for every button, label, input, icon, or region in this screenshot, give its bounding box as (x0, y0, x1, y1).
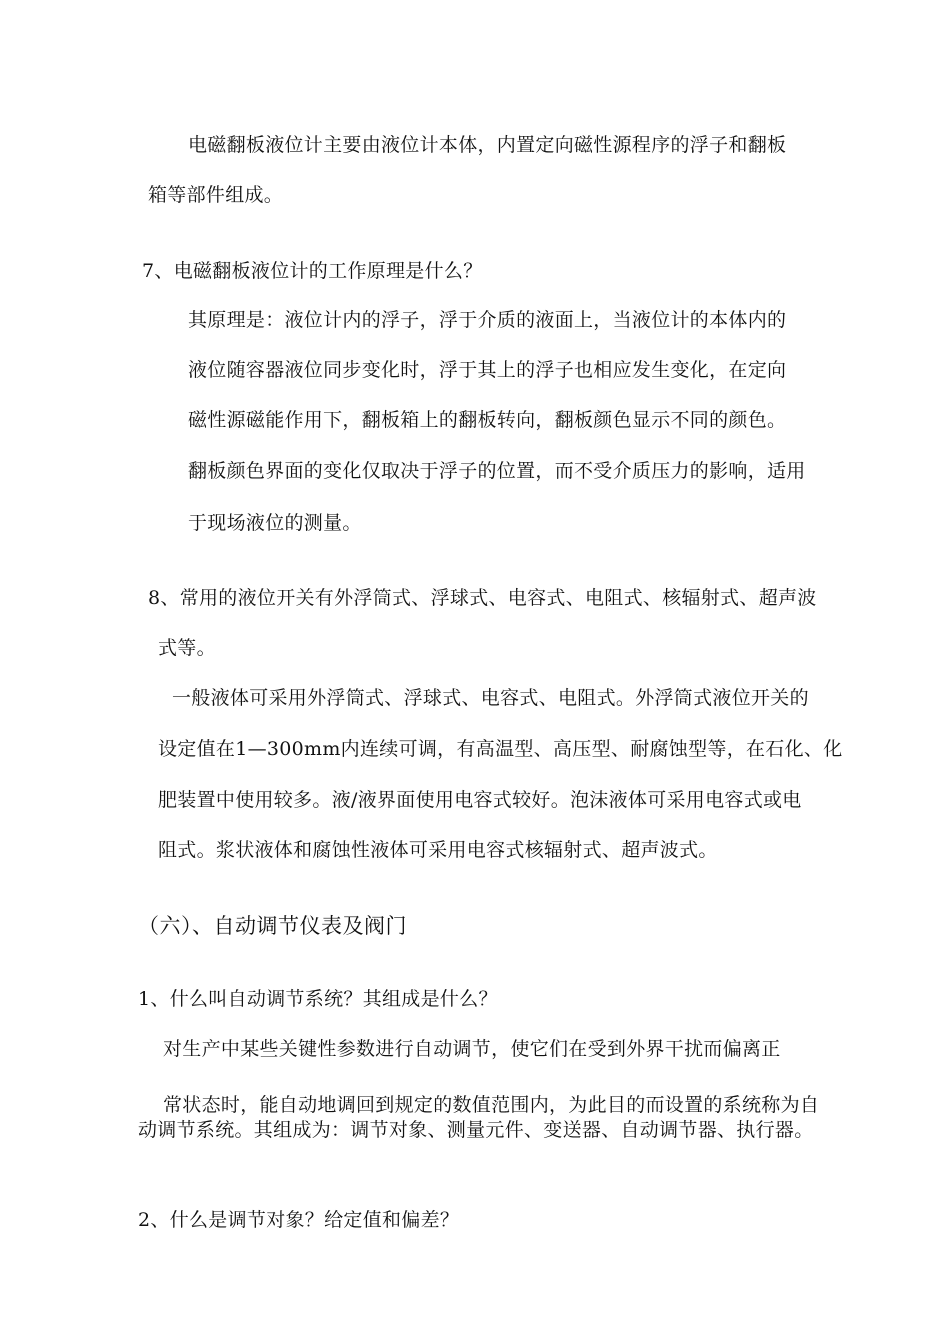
paragraph-line: 电磁翻板液位计主要由液位计本体，内置定向磁性源程序的浮子和翻板 (188, 134, 787, 156)
paragraph-line: 其原理是：液位计内的浮子，浮于介质的液面上，当液位计的本体内的 (188, 309, 787, 331)
question-heading: 2、什么是调节对象？给定值和偏差？ (138, 1209, 460, 1231)
question-heading: 1、什么叫自动调节系统？其组成是什么？ (138, 988, 498, 1010)
paragraph-line: 翻板颜色界面的变化仅取决于浮子的位置，而不受介质压力的影响，适用 (188, 460, 806, 482)
paragraph-line: 对生产中某些关键性参数进行自动调节，使它们在受到外界干扰而偏离正 (163, 1038, 781, 1060)
paragraph-line: 于现场液位的测量。 (188, 512, 362, 534)
paragraph-line: 肥装置中使用较多。液/液界面使用电容式较好。泡沫液体可采用电容式或电 (158, 789, 802, 811)
paragraph-line: 箱等部件组成。 (148, 184, 284, 206)
question-heading: 8、常用的液位开关有外浮筒式、浮球式、电容式、电阻式、核辐射式、超声波 (148, 587, 817, 609)
paragraph-line: 一般液体可采用外浮筒式、浮球式、电容式、电阻式。外浮筒式液位开关的 (172, 687, 809, 709)
paragraph-line: 动调节系统。其组成为：调节对象、测量元件、变送器、自动调节器、执行器。 (138, 1119, 814, 1141)
paragraph-line: 液位随容器液位同步变化时，浮于其上的浮子也相应发生变化，在定向 (188, 359, 787, 381)
section-heading: （六）、自动调节仪表及阀门 (138, 914, 407, 938)
paragraph-line: 设定值在1—300mm内连续可调，有高温型、高压型、耐腐蚀型等，在石化、化 (158, 738, 843, 760)
paragraph-line: 磁性源磁能作用下，翻板箱上的翻板转向，翻板颜色显示不同的颜色。 (188, 409, 787, 431)
paragraph-line: 常状态时，能自动地调回到规定的数值范围内，为此目的而设置的系统称为自 (163, 1094, 820, 1116)
paragraph-line: 阻式。浆状液体和腐蚀性液体可采用电容式核辐射式、超声波式。 (158, 839, 718, 861)
paragraph-line: 式等。 (158, 637, 216, 659)
question-heading: 7、电磁翻板液位计的工作原理是什么？ (142, 260, 483, 282)
